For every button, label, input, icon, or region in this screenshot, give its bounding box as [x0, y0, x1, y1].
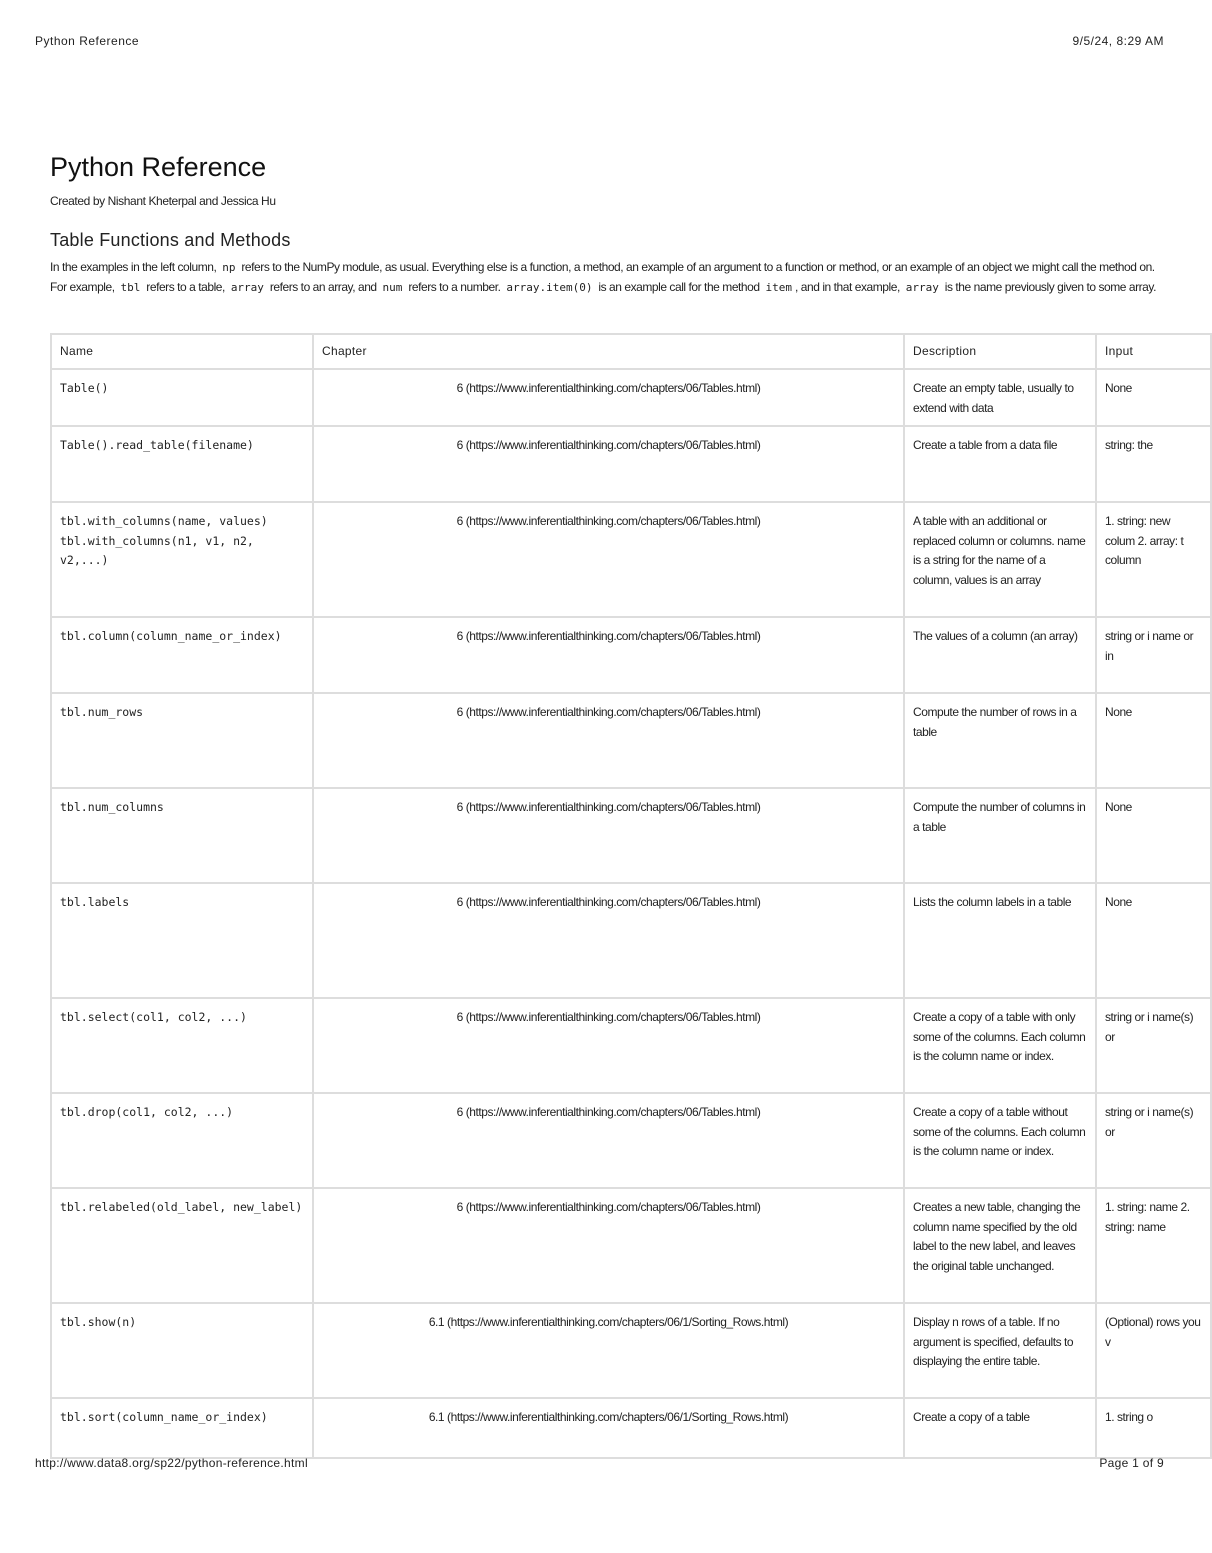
name-cell: Table() [51, 369, 313, 426]
table-row [51, 1093, 1211, 1188]
inline-code: np [222, 261, 236, 274]
description-cell: Create a copy of a table [904, 1398, 1096, 1458]
inline-code: array [905, 280, 939, 294]
table-row [51, 426, 1211, 502]
name-cell: tbl.sort(column_name_or_index) [51, 1398, 313, 1458]
page-title: Python Reference [50, 152, 267, 182]
chapter-link[interactable]: 6 (https://www.inferentialthinking.com/chapters/06/Tables.html) [313, 788, 904, 883]
inline-code: array.item(0) [506, 280, 593, 294]
input-cell: None [1096, 883, 1211, 998]
name-cell: Table().read_table(filename) [51, 426, 313, 502]
reference-table [50, 333, 1212, 1459]
intro-text: , and in that example, [795, 279, 900, 294]
inline-code: tbl [120, 280, 141, 294]
byline: Created by Nishant Kheterpal and Jessica Hu [50, 194, 276, 208]
print-footer-page: Page 1 of 9 [1099, 1456, 1164, 1470]
description-cell: Compute the number of rows in a table [904, 693, 1096, 788]
intro-text: In the examples in the left column, [50, 260, 217, 274]
column-header-description: Description [904, 334, 1096, 369]
input-cell: string: the [1096, 426, 1211, 502]
table-row [51, 1398, 1211, 1458]
inline-code: num [382, 280, 403, 294]
input-cell: string or i name or in [1096, 617, 1211, 693]
description-cell: A table with an additional or replaced column or columns. name is a string for the name of a column, values is an array [904, 502, 1096, 617]
chapter-link[interactable]: 6.1 (https://www.inferentialthinking.com/chapters/06/1/Sorting_Rows.html) [313, 1303, 904, 1398]
table-row [51, 693, 1211, 788]
chapter-link[interactable]: 6 (https://www.inferentialthinking.com/chapters/06/Tables.html) [313, 426, 904, 502]
print-footer-url: http://www.data8.org/sp22/python-reference.html [35, 1456, 308, 1470]
chapter-link[interactable]: 6 (https://www.inferentialthinking.com/chapters/06/Tables.html) [313, 693, 904, 788]
name-cell: tbl.show(n) [51, 1303, 313, 1398]
column-header-name: Name [51, 334, 313, 369]
print-header-datetime: 9/5/24, 8:29 AM [1072, 34, 1164, 48]
description-cell: Lists the column labels in a table [904, 883, 1096, 998]
intro-text: refers to the NumPy module, as usual. Everything else is a function, a method, an example of an argument to a function or method, or an example of an object we might call the method on. For example, [50, 260, 1155, 294]
input-cell: None [1096, 369, 1211, 426]
intro-paragraph [50, 258, 1160, 297]
intro-text: refers to a number. [408, 279, 501, 294]
table-header-row [51, 334, 1211, 369]
description-cell: Display n rows of a table. If no argument is specified, defaults to displaying the entire table. [904, 1303, 1096, 1398]
column-header-chapter: Chapter [313, 334, 904, 369]
table-row [51, 369, 1211, 426]
column-header-input: Input [1096, 334, 1211, 369]
print-header-title: Python Reference [35, 34, 140, 48]
input-cell: string or i name(s) or [1096, 998, 1211, 1093]
description-cell: Create a table from a data file [904, 426, 1096, 502]
print-footer [35, 1456, 1164, 1474]
table-row [51, 883, 1211, 998]
intro-text: refers to a table, [146, 279, 225, 294]
name-cell: tbl.select(col1, col2, ...) [51, 998, 313, 1093]
main-content [50, 150, 1165, 297]
input-cell: string or i name(s) or [1096, 1093, 1211, 1188]
chapter-link[interactable]: 6.1 (https://www.inferentialthinking.com/chapters/06/1/Sorting_Rows.html) [313, 1398, 904, 1458]
description-cell: The values of a column (an array) [904, 617, 1096, 693]
chapter-link[interactable]: 6 (https://www.inferentialthinking.com/chapters/06/Tables.html) [313, 617, 904, 693]
description-cell: Creates a new table, changing the column name specified by the old label to the new label, and leaves the original table unchanged. [904, 1188, 1096, 1303]
name-cell: tbl.with_columns(name, values) tbl.with_columns(n1, v1, n2, v2,...) [51, 502, 313, 617]
description-cell: Create a copy of a table with only some of the columns. Each column is the column name or index. [904, 998, 1096, 1093]
table-row [51, 998, 1211, 1093]
description-cell: Compute the number of columns in a table [904, 788, 1096, 883]
chapter-link[interactable]: 6 (https://www.inferentialthinking.com/chapters/06/Tables.html) [313, 369, 904, 426]
chapter-link[interactable]: 6 (https://www.inferentialthinking.com/chapters/06/Tables.html) [313, 1093, 904, 1188]
table-row [51, 617, 1211, 693]
name-cell: tbl.num_rows [51, 693, 313, 788]
input-cell: None [1096, 693, 1211, 788]
description-cell: Create a copy of a table without some of the columns. Each column is the column name or index. [904, 1093, 1096, 1188]
table-row [51, 788, 1211, 883]
reference-table-container[interactable] [50, 333, 1201, 1428]
name-cell: tbl.labels [51, 883, 313, 998]
table-row [51, 1303, 1211, 1398]
name-cell: tbl.relabeled(old_label, new_label) [51, 1188, 313, 1303]
intro-text: refers to an array, and [269, 279, 377, 294]
section-title: Table Functions and Methods [50, 230, 291, 250]
chapter-link[interactable]: 6 (https://www.inferentialthinking.com/chapters/06/Tables.html) [313, 1188, 904, 1303]
chapter-link[interactable]: 6 (https://www.inferentialthinking.com/chapters/06/Tables.html) [313, 998, 904, 1093]
inline-code: item [765, 280, 792, 294]
input-cell: 1. string: new colum 2. array: t column [1096, 502, 1211, 617]
chapter-link[interactable]: 6 (https://www.inferentialthinking.com/chapters/06/Tables.html) [313, 502, 904, 617]
table-row [51, 502, 1211, 617]
input-cell: None [1096, 788, 1211, 883]
input-cell: 1. string: name 2. string: name [1096, 1188, 1211, 1303]
input-cell: (Optional) rows you v [1096, 1303, 1211, 1398]
inline-code: array [230, 280, 264, 294]
name-cell: tbl.drop(col1, col2, ...) [51, 1093, 313, 1188]
description-cell: Create an empty table, usually to extend with data [904, 369, 1096, 426]
table-row [51, 1188, 1211, 1303]
name-cell: tbl.column(column_name_or_index) [51, 617, 313, 693]
chapter-link[interactable]: 6 (https://www.inferentialthinking.com/chapters/06/Tables.html) [313, 883, 904, 998]
intro-text: is an example call for the method [598, 279, 760, 294]
input-cell: 1. string o [1096, 1398, 1211, 1458]
name-cell: tbl.num_columns [51, 788, 313, 883]
print-header [35, 34, 1164, 52]
intro-text: is the name previously given to some array. [944, 279, 1156, 294]
